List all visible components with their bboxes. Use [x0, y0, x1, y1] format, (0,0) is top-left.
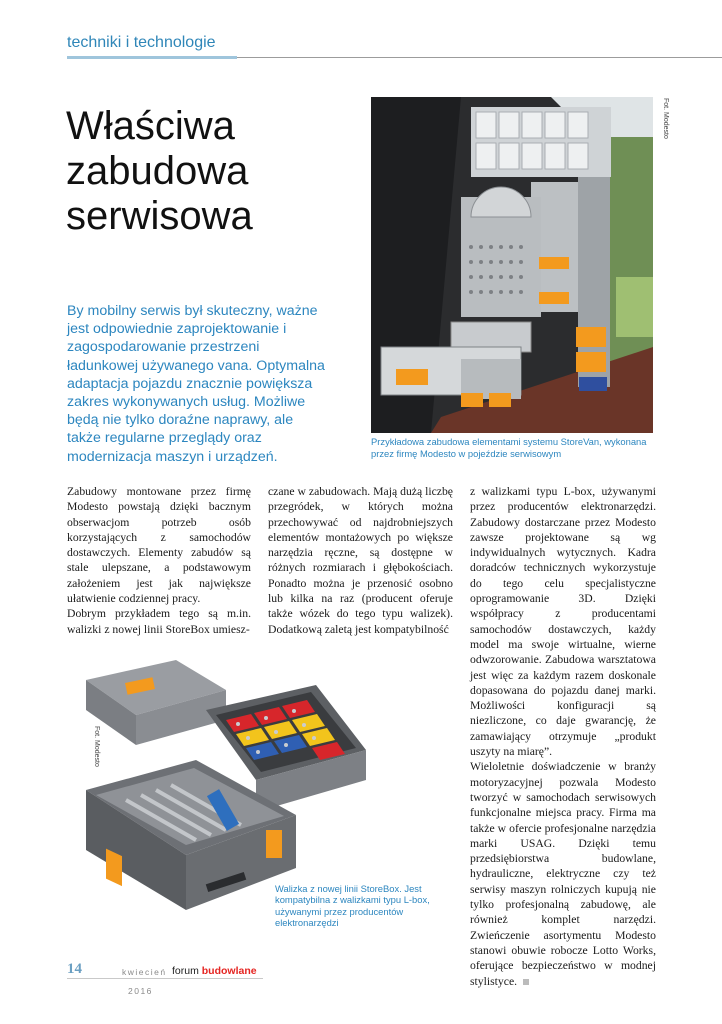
footer-rule [67, 978, 263, 979]
storebox-photo-credit: Fot. Modesto [93, 726, 100, 767]
article-end-mark [523, 979, 529, 985]
storebox-photo-caption: Walizka z nowej linii StoreBox. Jest kompatybilna z walizkami typu L-box, używanymi przez producentów elektronarzędzi [275, 883, 430, 928]
van-photo [371, 97, 653, 433]
magazine-name-part-1: forum [172, 965, 199, 977]
body-col1-text: Zabudowy montowane przez firmę Modesto powstają dzięki bacznym obserwacjom potrzeb osób korzystających z samochodów dostawczych. Elementy zabudów są stale ulepszane, a podstawowym założeniem jest jak największe ułatwienie codziennej pracy. Dobrym przykładem tego są m.in. walizki z nowej linii StoreBox umiesz- [67, 485, 251, 636]
body-column-1 [67, 484, 251, 637]
issue-year: 2016 [128, 986, 153, 996]
issue-month: kwiecień [122, 967, 167, 977]
body-col2-text: czane w zabudowach. Mają dużą liczbę przegródek, w których można przechowywać od najdrobniejszych elementów montażowych po większe narzędzia ręczne, są dostępne w różnych rozmiarach i głębokościach. Ponadto można je przenosić osobno lub kilka na raz (producent oferuje także wózek do tego typu walizek). Dodatkową zaletą jest kompatybilność [268, 485, 453, 636]
van-photo-credit: Fot. Modesto [662, 98, 669, 139]
magazine-name [172, 965, 257, 977]
title-line-1: Właściwa [66, 104, 235, 148]
van-photo-caption: Przykładowa zabudowa elementami systemu StoreVan, wykonana przez firmę Modesto w pojeździe serwisowym [371, 436, 647, 459]
section-label: techniki i technologie [67, 34, 216, 51]
article-lead: By mobilny serwis był skuteczny, ważne jest odpowiednie zaprojektowanie i zagospodarowanie przestrzeni ładunkowej używanego vana. Optymalna adaptacja pojazdu znacznie powiększa zakres wykonywanych usług. Możliwe będą nie tylko doraźne naprawy, ale także regularne przeglądy oraz modernizacja maszyn i urządzeń. [67, 303, 325, 465]
page-number: 14 [67, 961, 82, 977]
title-line-3: serwisowa [66, 194, 253, 238]
magazine-name-part-2: budowlane [201, 965, 257, 977]
body-column-2 [268, 484, 453, 637]
article-title [66, 104, 356, 239]
header-rule-accent [67, 56, 237, 59]
body-column-3 [470, 484, 656, 989]
van-interior-illustration [371, 97, 653, 433]
body-col3-text: z walizkami typu L-box, używanymi przez producentów elektronarzędzi. Zabudowy dostarczane przez Modesto zawsze projektowane są wg indywidualnych wytycznych. Kadra doradców technicznych wykorzystuje do tego celu specjalistyczne oprogramowanie 3D. Dzięki współpracy z producentami samochodów dostawczych, każdy model ma swoje wirtualne, wierne odwzorowanie. Zabudowa warsztatowa jest więc za każdym razem doskonale dopasowana do pojazdu danej marki. Możliwości konfiguracji są niezliczone, co daje gwarancję, że zamawiający otrzymuje „produkt uszyty na miarę”. Wieloletnie doświadczenie w branży motoryzacyjnej pozwala Modesto tworzyć w samochodach serwisowych funkcjonalne miejsca pracy. Firma ma także w ofercie profesjonalne narzędzia marki USAG. Dzięki temu przedsiębiorstwa budowlane, hydrauliczne, elektryczne czy też serwisy maszyn rolniczych kupują nie tylko profesjonalną zabudowę, ale również komplet narzędzi. Zwieńczenie asortymentu Modesto stanowi obuwie robocze Lotto Works, oferujące bezpieczeństwo w modnej stylistyce. [470, 485, 656, 988]
title-line-2: zabudowa [66, 149, 249, 193]
